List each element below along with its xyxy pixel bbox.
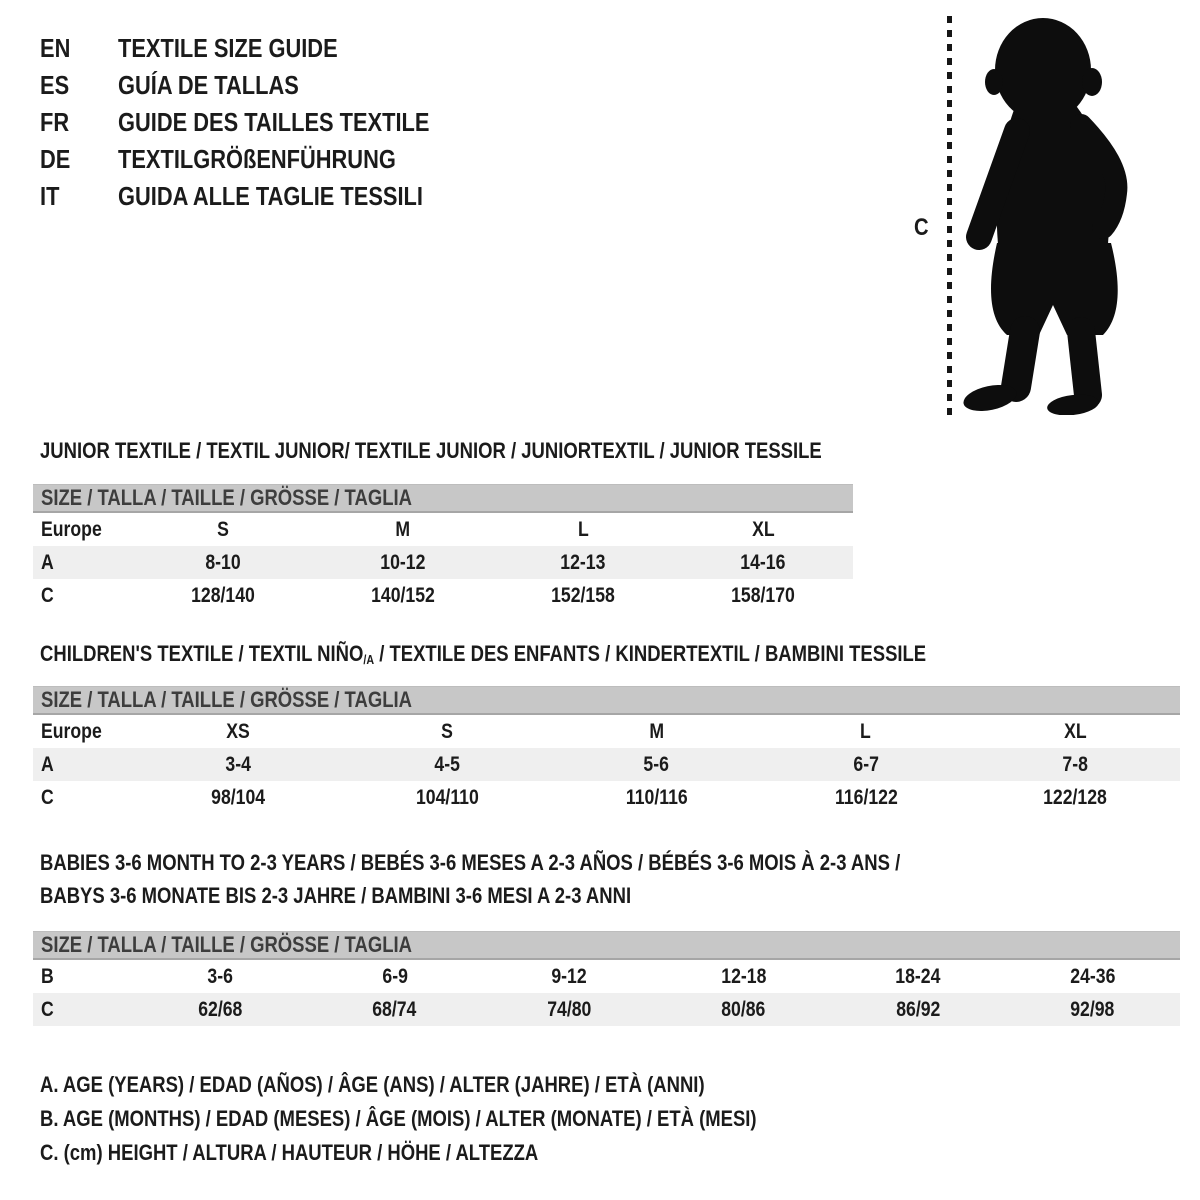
size-value-cell: 62/68 [198, 997, 243, 1021]
babies-size-table [33, 931, 1180, 1026]
height-measure-line [947, 16, 952, 416]
size-value-cell: 110/116 [625, 785, 688, 809]
size-value-cell: 152/158 [551, 583, 615, 607]
size-value-cell: 140/152 [371, 583, 435, 607]
size-value-cell: 98/104 [210, 785, 265, 809]
table-row-age [33, 748, 1180, 781]
row-label-cell: A [41, 550, 54, 574]
language-row-fr [40, 104, 489, 141]
size-table-header: SIZE / TALLA / TAILLE / GRÖSSE / TAGLIA [33, 931, 1180, 960]
size-value-cell: 80/86 [721, 997, 766, 1021]
language-row-en [40, 30, 489, 67]
table-row-months [33, 960, 1180, 993]
size-value-cell: 128/140 [191, 583, 255, 607]
language-code: EN [40, 33, 71, 63]
size-value-cell: 6-7 [853, 752, 879, 776]
size-value-cell: M [395, 517, 411, 541]
section-title-junior: JUNIOR TEXTILE / TEXTIL JUNIOR/ TEXTILE JUNIOR / JUNIORTEXTIL / JUNIOR TESSILE [40, 438, 822, 463]
language-code: IT [40, 181, 60, 211]
size-value-cell: 3-4 [224, 752, 251, 776]
size-value-cell: 18-24 [895, 964, 941, 988]
legend-line-a: A. AGE (YEARS) / EDAD (AÑOS) / ÂGE (ANS) / ALTER (JAHRE) / ETÀ (ANNI) [40, 1072, 705, 1097]
size-value-cell: 122/128 [1043, 785, 1108, 809]
table-row-europe [33, 513, 853, 546]
measurement-legend [40, 1068, 893, 1170]
language-row-es [40, 67, 489, 104]
row-label-cell: B [41, 964, 54, 988]
size-value-cell: 9-12 [551, 964, 587, 988]
table-row-height [33, 781, 1180, 814]
size-value-cell: 7-8 [1062, 752, 1089, 776]
height-measure-label: C [914, 214, 929, 241]
size-table-header: SIZE / TALLA / TAILLE / GRÖSSE / TAGLIA [33, 686, 1180, 715]
language-code: FR [40, 107, 70, 137]
row-label-cell: C [41, 997, 54, 1021]
guide-title: TEXTILE SIZE GUIDE [118, 33, 338, 63]
size-value-cell: 4-5 [434, 752, 460, 776]
table-row-height [33, 993, 1180, 1026]
size-value-cell: 86/92 [896, 997, 941, 1021]
size-value-cell: 6-9 [381, 964, 408, 988]
size-value-cell: 12-13 [560, 550, 606, 574]
row-label-cell: A [41, 752, 54, 776]
guide-title: GUÍA DE TALLAS [118, 70, 299, 100]
size-value-cell: XL [751, 517, 775, 541]
size-value-cell: S [217, 517, 229, 541]
language-code: DE [40, 144, 71, 174]
size-value-cell: 12-18 [721, 964, 767, 988]
legend-line-b: B. AGE (MONTHS) / EDAD (MESES) / ÂGE (MOIS) / ALTER (MONATE) / ETÀ (MESI) [40, 1106, 757, 1131]
language-code: ES [40, 70, 70, 100]
guide-title: GUIDE DES TAILLES TEXTILE [118, 107, 430, 137]
row-label-cell: Europe [41, 517, 102, 541]
table-row-height [33, 579, 853, 612]
size-value-cell: 3-6 [207, 964, 233, 988]
guide-title: TEXTILGRÖßENFÜHRUNG [118, 144, 396, 174]
guide-title: GUIDA ALLE TAGLIE TESSILI [118, 181, 423, 211]
size-value-cell: 10-12 [380, 550, 426, 574]
size-value-cell: 8-10 [205, 550, 241, 574]
section-title-babies: BABIES 3-6 MONTH TO 2-3 YEARS / BEBÉS 3-6 MESES A 2-3 AÑOS / BÉBÉS 3-6 MOIS À 2-3 ANS / BABYS 3-6 MONATE BIS 2-3 JAHRE / BAMBINI 3-6 MESI A 2-3 ANNI [40, 850, 901, 908]
size-value-cell: XL [1064, 719, 1087, 743]
language-row-it [40, 178, 489, 215]
gender-suffix: /A [363, 651, 375, 667]
size-value-cell: 5-6 [643, 752, 670, 776]
table-row-age [33, 546, 853, 579]
baby-silhouette-icon [963, 15, 1143, 415]
size-value-cell: 104/110 [415, 785, 479, 809]
row-label-cell: C [41, 785, 54, 809]
row-label-cell: C [41, 583, 54, 607]
size-value-cell: 158/170 [731, 583, 795, 607]
size-value-cell: XS [225, 719, 250, 743]
size-value-cell: M [649, 719, 664, 743]
size-value-cell: 116/122 [834, 785, 898, 809]
language-row-de [40, 141, 489, 178]
size-value-cell: 74/80 [547, 997, 592, 1021]
junior-size-table [33, 484, 853, 612]
size-value-cell: 24-36 [1070, 964, 1116, 988]
size-value-cell: 68/74 [372, 997, 417, 1021]
size-table-header: SIZE / TALLA / TAILLE / GRÖSSE / TAGLIA [33, 484, 853, 513]
section-title-children: CHILDREN'S TEXTILE / TEXTIL $NIÑO_{/A}$ / TEXTILE DES ENFANTS / KINDERTEXTIL / BAMBINI TESSILE [40, 641, 927, 667]
table-row-europe [33, 715, 1180, 748]
size-value-cell: L [860, 719, 872, 743]
language-title-list [40, 30, 489, 215]
size-value-cell: 92/98 [1070, 997, 1115, 1021]
row-label-cell: Europe [41, 719, 102, 743]
size-value-cell: 14-16 [740, 550, 786, 574]
children-size-table [33, 686, 1180, 814]
size-value-cell: L [577, 517, 589, 541]
legend-line-c: C. (cm) HEIGHT / ALTURA / HAUTEUR / HÖHE / ALTEZZA [40, 1140, 539, 1165]
size-value-cell: S [441, 719, 453, 743]
